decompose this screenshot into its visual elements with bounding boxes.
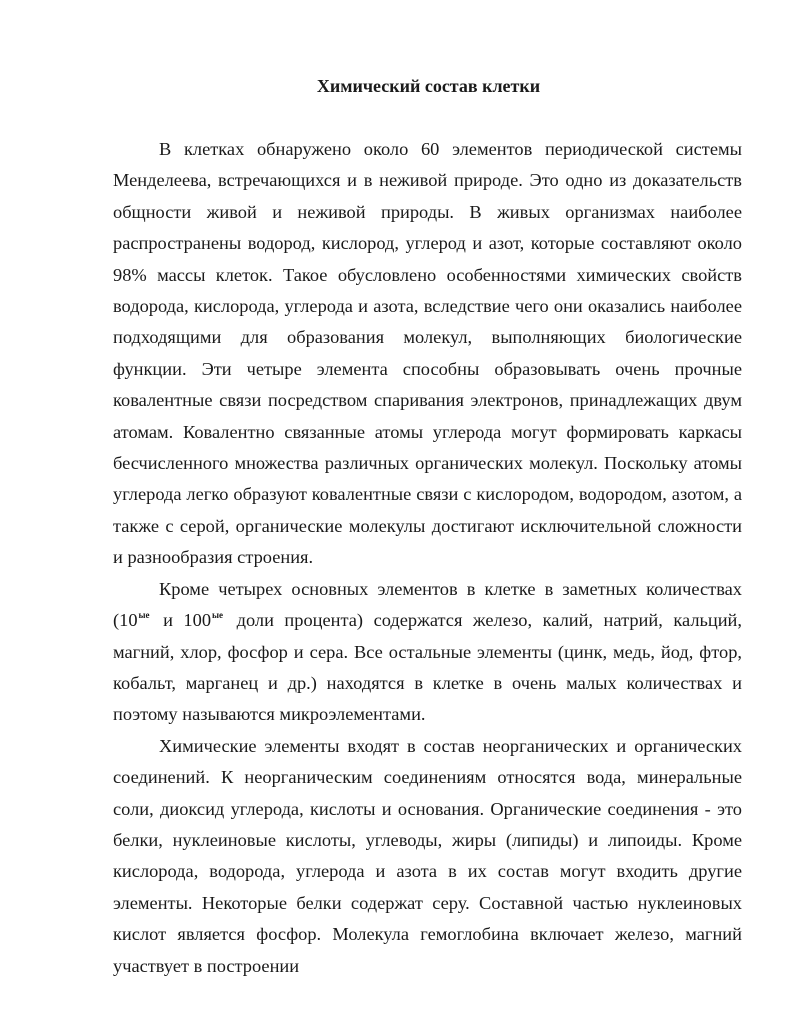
page-title: Химический состав клетки: [316, 76, 541, 96]
paragraph-2-text-start: Кроме четырех основных элементов в клетке в заметных количествах (10: [113, 578, 742, 631]
document-body: [113, 134, 742, 982]
paragraph-3: Химические элементы входят в состав неорганических и органических соединений. К неорганическим соединениям относятся вода, минеральные соли, диоксид углерода, кислоты и основания. Органические соединения - это белки, нуклеиновые кислоты, углеводы, жиры (липиды) и липоиды. Кроме кислорода, водорода, углерода и азота в их состав могут входить другие элементы. Некоторые белки содержат серу. Составной частью нуклеиновых кислот является фосфор. Молекула гемоглобина включает железо, магний участвует в построении: [113, 735, 742, 976]
paragraph-1: В клетках обнаружено около 60 элементов периодической системы Менделеева, встречающихся и в неживой природе. Это одно из доказательств общности живой и неживой природы. В живых организмах наиболее распространены водород, кислород, углерод и азот, которые составляют около 98% массы клеток. Такое обусловлено особенностями химических свойств водорода, кислорода, углерода и азота, вследствие чего они оказались наиболее подходящими для образования молекул, выполняющих биологические функции. Эти четыре элемента способны образовывать очень прочные ковалентные связи посредством спаривания электронов, принадлежащих двум атомам. Ковалентно связанные атомы углерода могут формировать каркасы бесчисленного множества различных органических молекул. Поскольку атомы углерода легко образуют ковалентные связи с кислородом, водородом, азотом, а также с серой, органические молекулы достигают исключительной сложности и разнообразия строения.: [113, 139, 742, 568]
paragraph-2-text-end: доли процента) содержатся железо, калий, натрий, кальций, магний, хлор, фосфор и сера. Все остальные элементы (цинк, медь, йод, фтор, кобальт, марганец и др.) находятся в клетке в очень малых количествах и поэтому называются микроэлементами.: [113, 610, 743, 725]
superscript-ordinal-1: ые: [138, 610, 150, 621]
paragraph-2: [113, 574, 742, 731]
document-page: [113, 0, 742, 982]
superscript-ordinal-2: ые: [212, 610, 224, 621]
paragraph-2-text-middle: и 100: [152, 610, 212, 631]
